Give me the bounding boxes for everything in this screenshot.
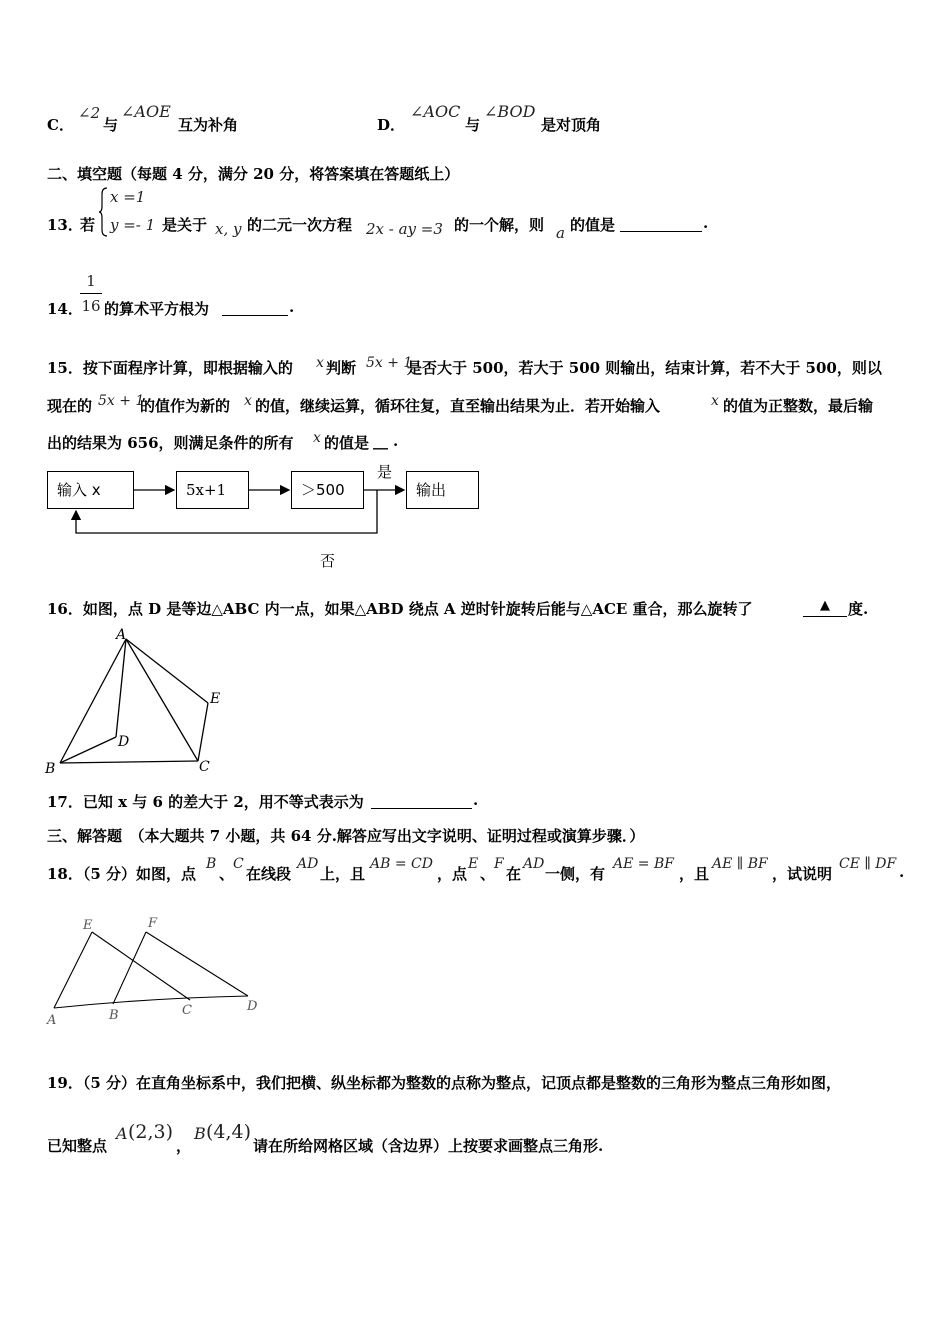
- flow-yes-label: 是: [377, 463, 393, 481]
- q18-eq-ae-bf: AE = BF: [613, 856, 674, 872]
- q18-g: ，且: [679, 865, 710, 883]
- q15-var-x-3: x: [711, 393, 719, 409]
- option-c-angle-aoe: ∠AOE: [121, 102, 171, 121]
- q15-line2-b: 的值作为新的: [140, 397, 231, 415]
- section-solve-heading: 三、解答题 （本大题共 7 小题，共 64 分.解答应写出文字说明、证明过程或演算步骤．）: [47, 827, 645, 845]
- q15-line2-a: 现在的: [47, 397, 93, 415]
- option-c: C．: [47, 116, 74, 134]
- option-c-text: 互为补角: [178, 116, 239, 134]
- q15-line2-c: 的值，继续运算，循环往复，直至输出结果为止．若开始输入: [255, 397, 661, 415]
- flow-arrows: [40, 460, 490, 540]
- q14-numerator: 1: [86, 272, 96, 290]
- q13-ruo: 若: [80, 216, 96, 234]
- q18-line-ad: [54, 996, 248, 1008]
- q13-brace: [99, 186, 109, 238]
- q18-figure: [40, 910, 280, 1030]
- q13-system-line2: y =- 1: [110, 216, 156, 234]
- option-c-connector: 与: [103, 116, 119, 134]
- q17-answer-blank: [371, 808, 472, 809]
- q18-e: 在: [506, 865, 522, 883]
- q16-label-a: A: [116, 627, 127, 643]
- q16-label-b: B: [45, 761, 56, 777]
- q16-segment-ce: [198, 703, 208, 761]
- q16-segment-bc: [60, 761, 198, 763]
- q18-end: .: [899, 863, 905, 881]
- q13-text4: 的值是: [570, 216, 616, 234]
- q16-answer-mark: ▲: [820, 598, 830, 613]
- q18-segment-fd: [146, 932, 248, 996]
- q18-segment-ad-2: AD: [523, 856, 545, 872]
- flow-no-label: 否: [320, 552, 336, 570]
- q16-segment-bd: [60, 737, 116, 763]
- q16-segment-ae: [126, 639, 208, 703]
- q16-figure: [40, 625, 240, 780]
- q19-line1: 19．（5 分）在直角坐标系中，我们把横、纵坐标都为整数的点称为整点，记顶点都是整数的三角形为整点三角形如图，: [47, 1074, 842, 1092]
- q18-segment-ad: AD: [297, 856, 319, 872]
- q15-line2-d: 的值为正整数，最后输: [723, 397, 874, 415]
- q15-line1-a: 15．按下面程序计算，即根据输入的: [47, 359, 293, 377]
- q17-text: 17．已知 x 与 6 的差大于 2，用不等式表示为: [47, 793, 364, 811]
- q18-label-f: F: [148, 916, 158, 931]
- option-d-text: 是对顶角: [541, 116, 602, 134]
- q13-answer-blank: [620, 231, 702, 232]
- q18-b: 在线段: [246, 865, 292, 883]
- q13-end: .: [703, 214, 709, 232]
- q16-label-c: C: [199, 759, 210, 775]
- q13-vars: x, y: [215, 220, 242, 238]
- q13-text3: 的一个解，则: [454, 216, 545, 234]
- q15-end: .: [393, 432, 399, 450]
- q16-label-d: D: [118, 734, 130, 750]
- q13-text2: 的二元一次方程: [247, 216, 353, 234]
- q15-line1-b: 判断: [326, 359, 357, 377]
- q17-end: .: [473, 791, 479, 809]
- option-d-angle-aoc: ∠AOC: [410, 102, 461, 121]
- q16-text: 16．如图，点 D 是等边△ABC 内一点，如果△ABD 绕点 A 逆时针旋转后能与△ACE 重合，那么旋转了: [47, 600, 753, 618]
- q18-par-ae-bf: AE ∥ BF: [712, 856, 768, 872]
- q18-label-d: D: [247, 999, 258, 1014]
- q15-expr-1: 5x + 1: [366, 355, 413, 371]
- q18-h: ，试说明: [772, 865, 833, 883]
- flow-output-box: 输出: [406, 471, 479, 509]
- q15-answer-blank: __: [373, 432, 388, 450]
- q18-segment-ae: [54, 932, 92, 1008]
- q18-d: ，点: [437, 865, 468, 883]
- q18-label-b: B: [109, 1008, 119, 1023]
- q14-text: 的算术平方根为: [104, 300, 210, 318]
- q14-number: 14．: [47, 300, 83, 318]
- section-fill-blank-heading: 二、填空题（每题 4 分，满分 20 分，将答案填在答题纸上）: [47, 165, 460, 183]
- q15-line1-c: 是否大于 500，若大于 500 则输出，结束计算，若不大于 500，则以: [407, 359, 882, 377]
- q13-system-line1: x =1: [110, 188, 146, 206]
- q19-point-b: B: [194, 1124, 206, 1143]
- q19-coord-a: (2,3): [128, 1121, 174, 1143]
- option-d-connector: 与: [465, 116, 481, 134]
- q14-answer-blank: [222, 315, 288, 316]
- q15-line3-a: 出的结果为 656，则满足条件的所有: [47, 434, 294, 452]
- flow-condition-box: ＞500: [291, 471, 364, 509]
- q14-fraction-bar: [80, 293, 102, 294]
- option-d-angle-bod: ∠BOD: [484, 102, 536, 121]
- q18-a: 18．（5 分）如图，点: [47, 865, 197, 883]
- q18-point-f: F: [494, 856, 504, 872]
- q18-eq-ab-cd: AB = CD: [370, 856, 433, 872]
- q15-expr-2: 5x + 1: [98, 393, 145, 409]
- q16-label-e: E: [210, 691, 221, 707]
- q13-equation: 2x - ay =3: [366, 220, 443, 238]
- q15-var-x-1: x: [316, 355, 324, 371]
- q13-text1: 是关于: [162, 216, 208, 234]
- q13-var-a: a: [556, 224, 565, 242]
- q18-point-e: E: [468, 856, 479, 872]
- q18-sep1: 、: [219, 865, 235, 883]
- q18-par-ce-df: CE ∥ DF: [839, 856, 897, 872]
- flow-input-box: 输入 x: [47, 471, 134, 509]
- flow-calc-box: 5x+1: [176, 471, 249, 509]
- option-c-angle-2: ∠2: [78, 104, 101, 122]
- q16-tail: 度.: [848, 600, 869, 618]
- q19-comma: ，: [176, 1137, 192, 1155]
- q16-segment-ab: [60, 639, 126, 763]
- q15-var-x-4: x: [313, 430, 321, 446]
- q18-f: 一侧，有: [545, 865, 606, 883]
- q19-point-a: A: [116, 1124, 128, 1143]
- q18-label-e: E: [83, 918, 93, 933]
- q19-coord-b: (4,4): [206, 1121, 252, 1143]
- q19-line2-b: 请在所给网格区域（含边界）上按要求画整点三角形.: [253, 1137, 604, 1155]
- option-d: D．: [377, 116, 406, 134]
- q15-var-x-2: x: [244, 393, 252, 409]
- q18-point-c: C: [233, 856, 244, 872]
- q18-sep2: 、: [480, 865, 496, 883]
- q18-label-c: C: [182, 1003, 192, 1018]
- q18-label-a: A: [47, 1013, 57, 1028]
- q18-c: 上，且: [320, 865, 366, 883]
- q15-line3-b: 的值是: [324, 434, 370, 452]
- q13-number: 13．: [47, 216, 83, 234]
- q19-line2-a: 已知整点: [47, 1137, 108, 1155]
- q18-segment-bf: [113, 932, 146, 1004]
- q14-end: .: [289, 298, 295, 316]
- q18-point-b: B: [206, 856, 217, 872]
- q16-answer-blank: [803, 616, 847, 617]
- q16-segment-ac: [126, 639, 198, 761]
- q14-denominator: 16: [81, 297, 101, 315]
